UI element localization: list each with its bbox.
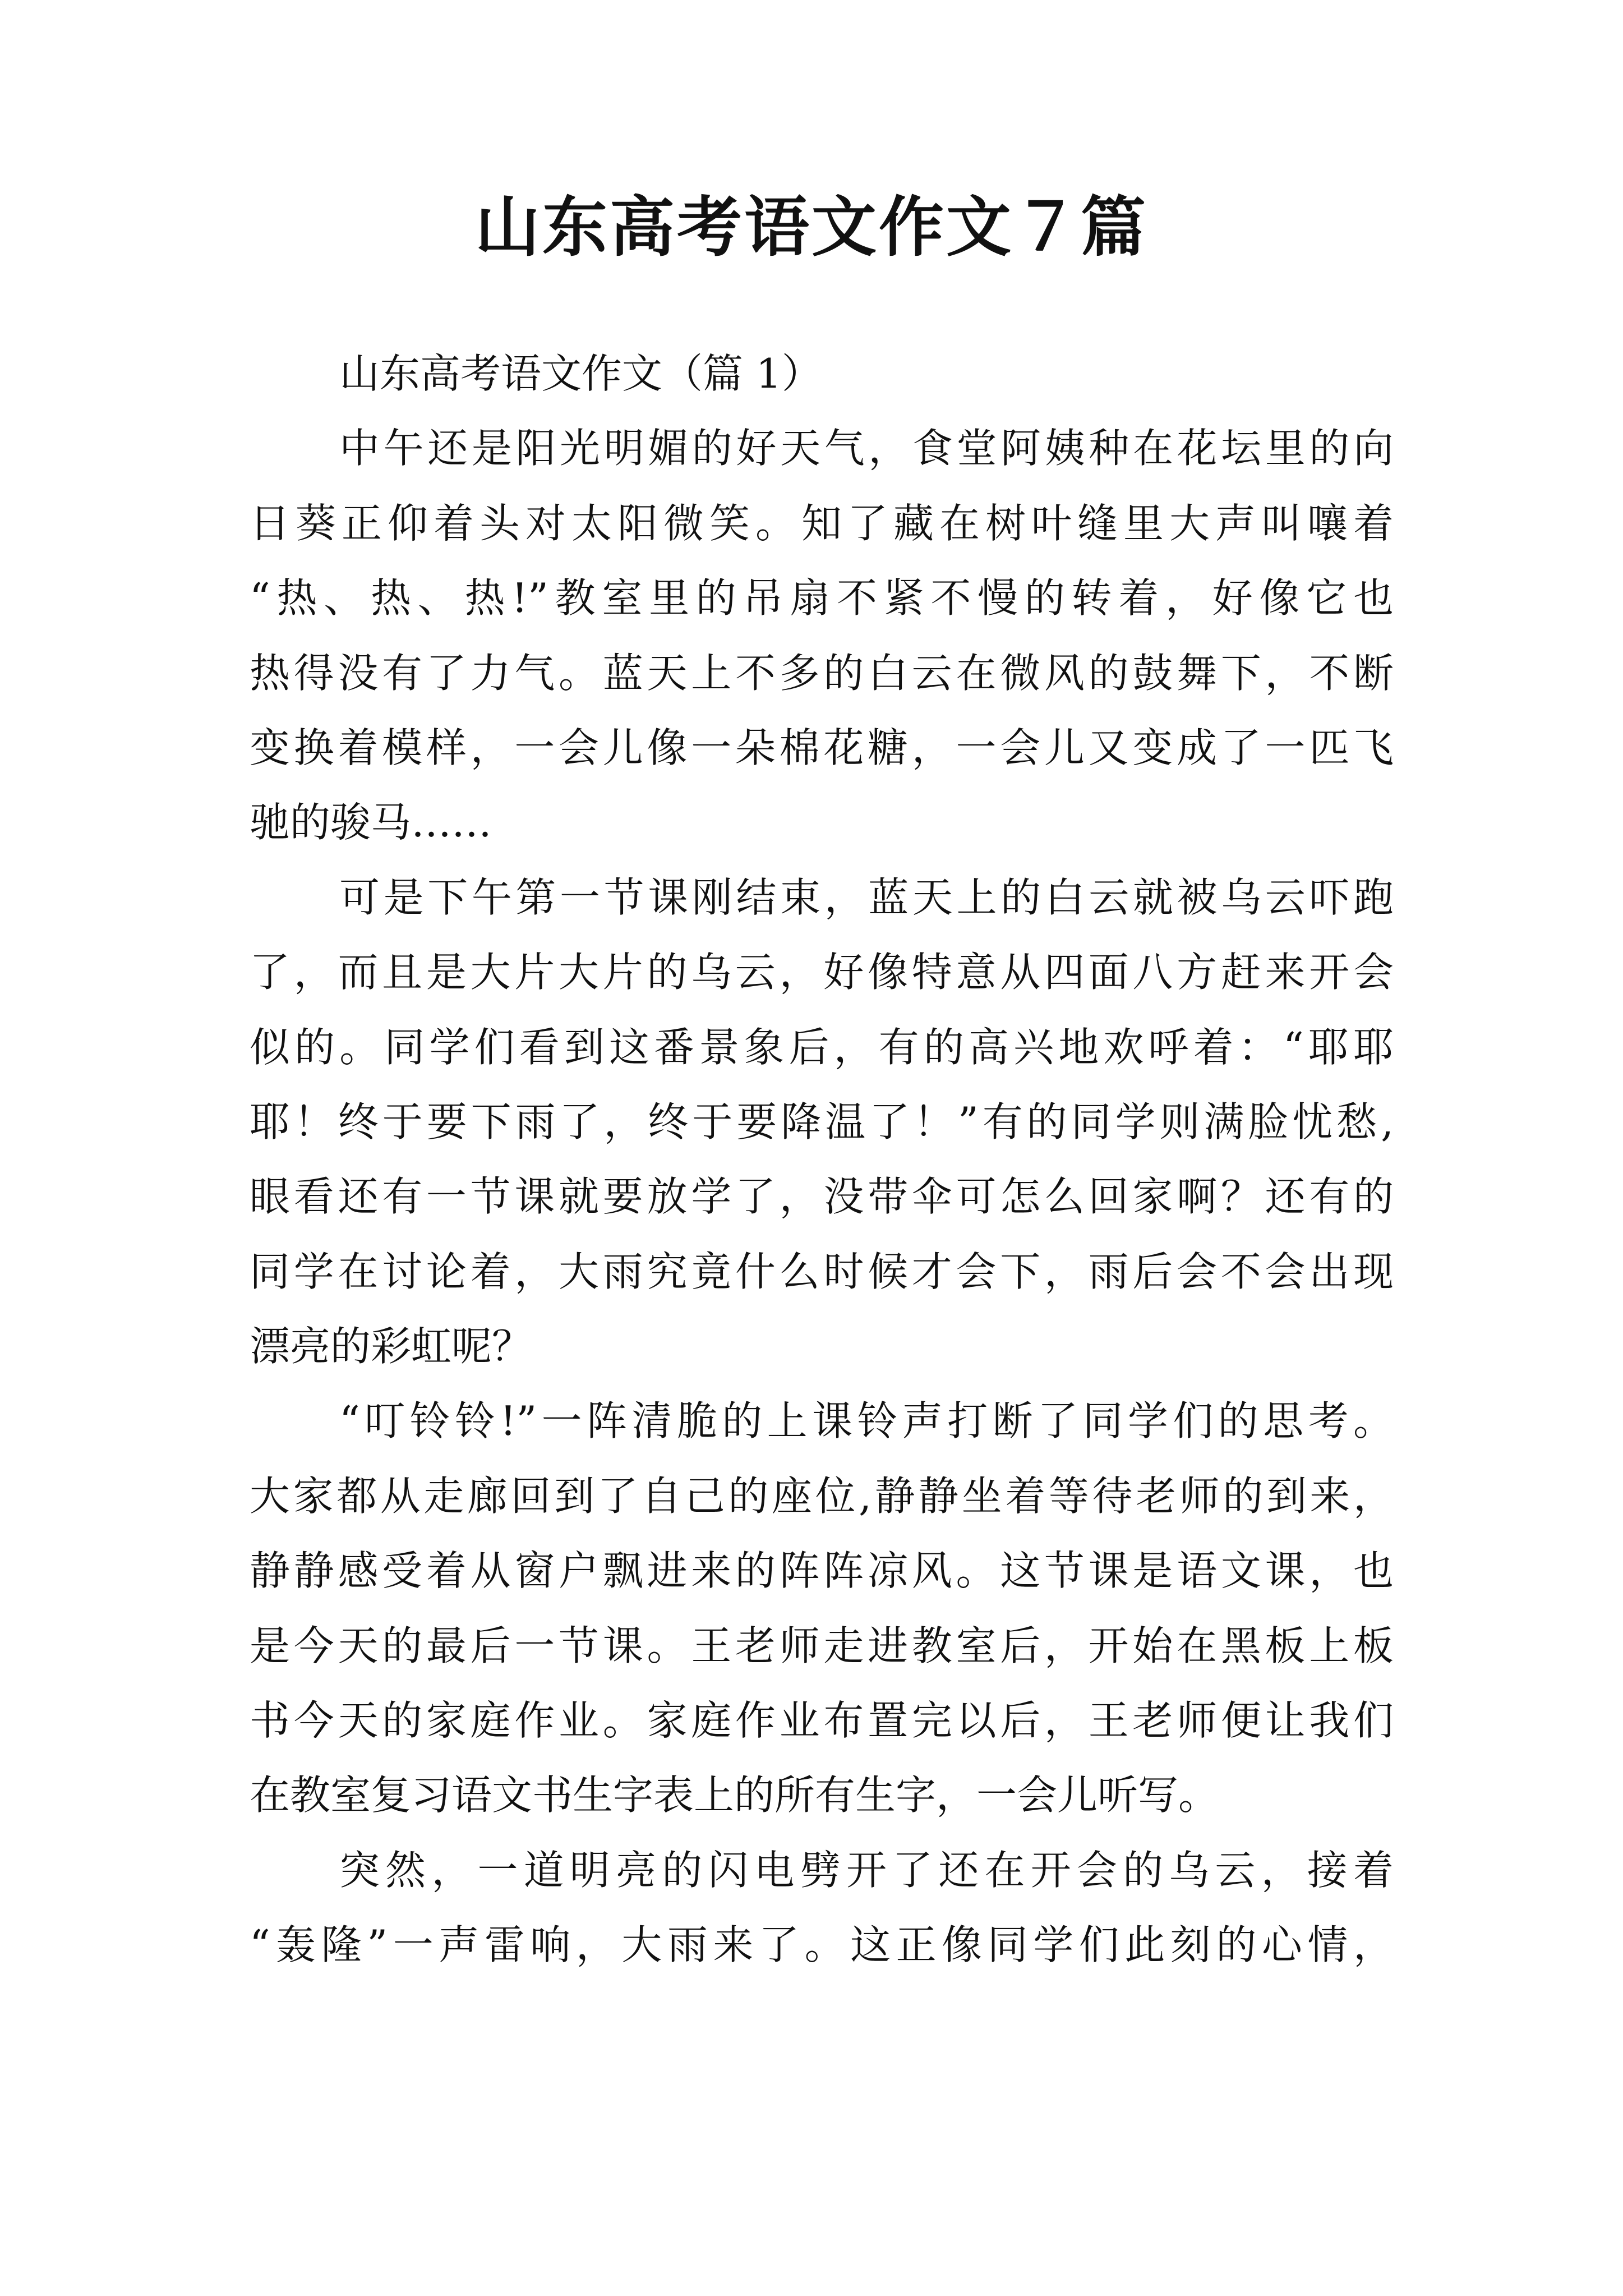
document-body	[250, 337, 1394, 1983]
text-line: 中午还是阳光明媚的好天气，食堂阿姨种在花坛里的向	[339, 425, 1394, 472]
text-line: 了，而且是大片大片的乌云，好像特意从四面八方赶来开会	[250, 949, 1394, 996]
section-heading: 山东高考语文作文（篇 1）	[339, 350, 822, 397]
text-line: 眼看还有一节课就要放学了，没带伞可怎么回家啊？还有的	[250, 1173, 1394, 1221]
text-line: 变换着模样，一会儿像一朵棉花糖，一会儿又变成了一匹飞	[250, 724, 1394, 771]
text-line: 漂亮的彩虹呢？	[250, 1323, 533, 1370]
text-line: “叮铃铃!”一阵清脆的上课铃声打断了同学们的思考。	[339, 1397, 1394, 1445]
text-line: “轰隆”一声雷响，大雨来了。这正像同学们此刻的心情，	[250, 1921, 1394, 1969]
text-line: 同学在讨论着，大雨究竟什么时候才会下，雨后会不会出现	[250, 1248, 1394, 1295]
text-line: 大家都从走廊回到了自己的座位,静静坐着等待老师的到来，	[250, 1472, 1394, 1520]
text-line: 静静感受着从窗户飘进来的阵阵凉风。这节课是语文课，也	[250, 1547, 1394, 1595]
text-line: 耶！终于要下雨了，终于要降温了！”有的同学则满脸忧愁,	[250, 1098, 1394, 1145]
text-line: 可是下午第一节课刚结束，蓝天上的白云就被乌云吓跑	[339, 873, 1394, 921]
text-line: 是今天的最后一节课。王老师走进教室后，开始在黑板上板	[250, 1622, 1394, 1669]
text-line: 驰的骏马……	[250, 799, 492, 846]
text-line: 书今天的家庭作业。家庭作业布置完以后，王老师便让我们	[250, 1697, 1394, 1745]
text-line: “热、热、热!”教室里的吊扇不紧不慢的转着，好像它也	[250, 574, 1394, 622]
text-line: 热得没有了力气。蓝天上不多的白云在微风的鼓舞下，不断	[250, 649, 1394, 697]
document-title: 山东高考语文作文７篇	[475, 189, 1148, 265]
text-line: 日葵正仰着头对太阳微笑。知了藏在树叶缝里大声叫嚷着	[250, 499, 1394, 547]
text-line: 突然，一道明亮的闪电劈开了还在开会的乌云，接着	[339, 1846, 1394, 1894]
text-line: 在教室复习语文书生字表上的所有生字，一会儿听写。	[250, 1772, 1219, 1819]
text-line: 似的。同学们看到这番景象后，有的高兴地欢呼着：“耶耶	[250, 1023, 1394, 1071]
